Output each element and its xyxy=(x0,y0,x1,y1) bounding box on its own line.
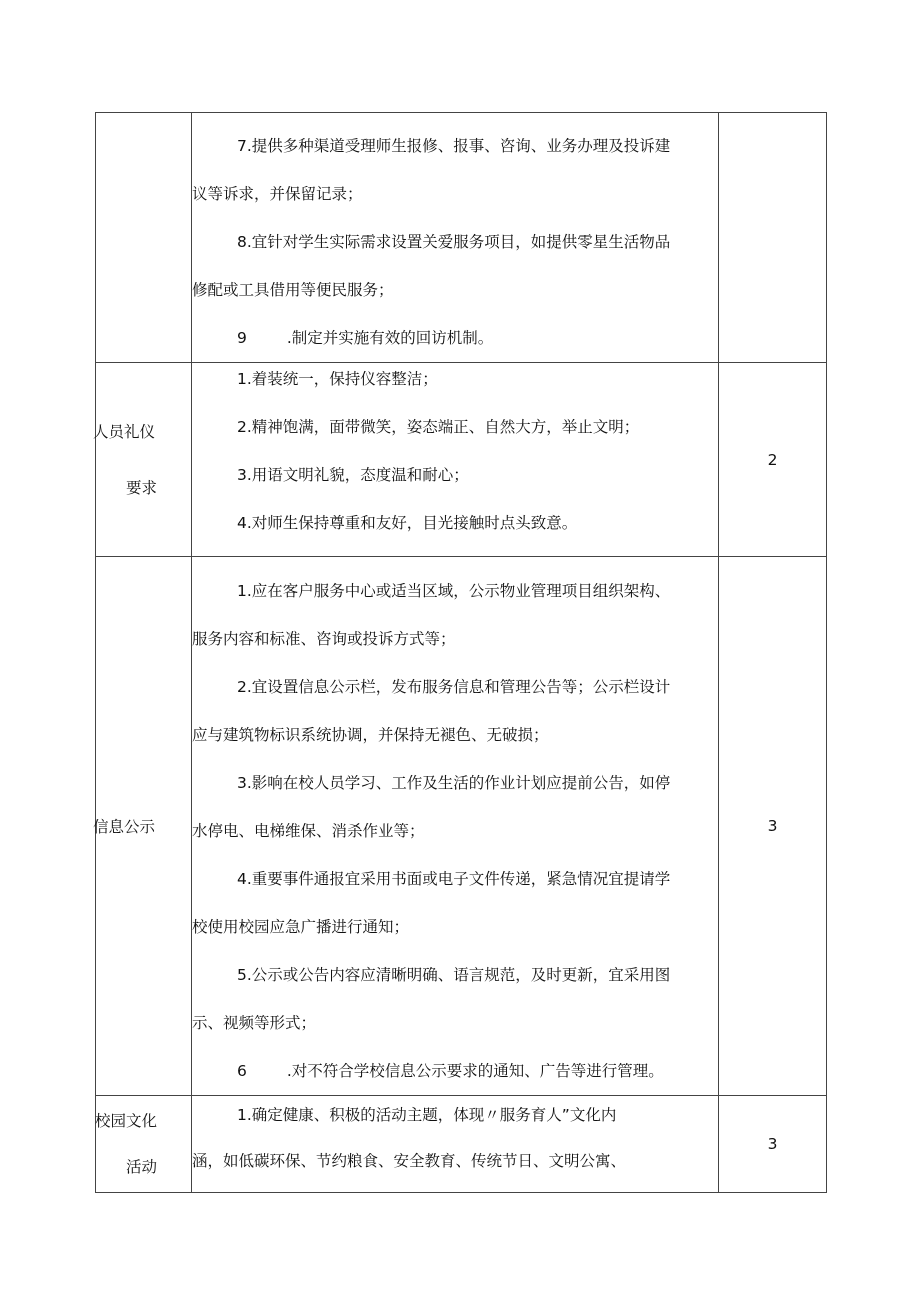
content-line: 2.宜设置信息公示栏，发布服务信息和管理公告等；公示栏设计 xyxy=(237,678,671,696)
table-row xyxy=(96,557,827,1096)
content-line: 水停电、电梯维保、消杀作业等； xyxy=(192,822,425,840)
content-line: 4.重要事件通报宜采用书面或电子文件传递，紧急情况宜提请学 xyxy=(237,870,671,888)
score-cell: 3 xyxy=(719,557,827,1096)
content-cell xyxy=(192,363,719,557)
category-cell xyxy=(96,113,192,363)
content-line: 1.确定健康、积极的活动主题，体现〃服务育人”文化内 xyxy=(237,1106,617,1124)
content-line: 议等诉求，并保留记录； xyxy=(192,185,363,203)
content-line: 应与建筑物标识系统协调，并保持无褪色、无破损； xyxy=(192,726,549,744)
content-line: 3.用语文明礼貌，态度温和耐心； xyxy=(237,466,469,484)
content-cell xyxy=(192,1096,719,1193)
content-line: 校使用校园应急广播进行通知； xyxy=(192,918,410,936)
content-cell xyxy=(192,113,719,363)
content-line: 9 .制定并实施有效的回访机制。 xyxy=(237,329,494,347)
category-label: 活动 xyxy=(126,1158,158,1176)
content-line: 6 .对不符合学校信息公示要求的通知、广告等进行管理。 xyxy=(237,1062,664,1080)
content-line: 3.影响在校人员学习、工作及生活的作业计划应提前公告，如停 xyxy=(237,774,671,792)
category-cell xyxy=(93,557,192,1096)
content-line: 7.提供多种渠道受理师生报修、报事、咨询、业务办理及投诉建 xyxy=(237,137,671,155)
content-line: 1.着装统一，保持仪容整洁； xyxy=(237,370,438,388)
content-line: 2.精神饱满，面带微笑，姿态端正、自然大方，举止文明； xyxy=(237,418,640,436)
content-line: 5.公示或公告内容应清晰明确、语言规范，及时更新，宜采用图 xyxy=(237,966,671,984)
content-line: 修配或工具借用等便民服务； xyxy=(192,281,394,299)
content-line: 4.对师生保持尊重和友好，目光接触时点头致意。 xyxy=(237,514,578,532)
content-line: 8.宜针对学生实际需求设置关爱服务项目，如提供零星生活物品 xyxy=(237,233,671,251)
category-label: 信息公示 xyxy=(93,818,156,836)
content-line: 示、视频等形式； xyxy=(192,1014,317,1032)
content-line: 1.应在客户服务中心或适当区域，公示物业管理项目组织架构、 xyxy=(237,582,671,600)
content-line: 涵，如低碳环保、节约粮食、安全教育、传统节日、文明公寓、 xyxy=(192,1152,627,1170)
content-line: 服务内容和标准、咨询或投诉方式等； xyxy=(192,630,456,648)
category-label: 要求 xyxy=(126,478,158,497)
service-standard-table xyxy=(95,112,827,1193)
table-row xyxy=(96,363,827,557)
score-cell: 2 xyxy=(719,363,827,557)
category-cell xyxy=(96,1096,192,1193)
category-cell xyxy=(93,363,192,557)
score-cell: 3 xyxy=(719,1096,827,1193)
table-row xyxy=(96,113,827,363)
score-cell xyxy=(719,113,827,363)
table-row xyxy=(96,1096,827,1193)
category-label: 人员礼仪 xyxy=(93,422,156,441)
category-label: 校园文化 xyxy=(95,1112,158,1130)
content-cell xyxy=(192,557,719,1096)
